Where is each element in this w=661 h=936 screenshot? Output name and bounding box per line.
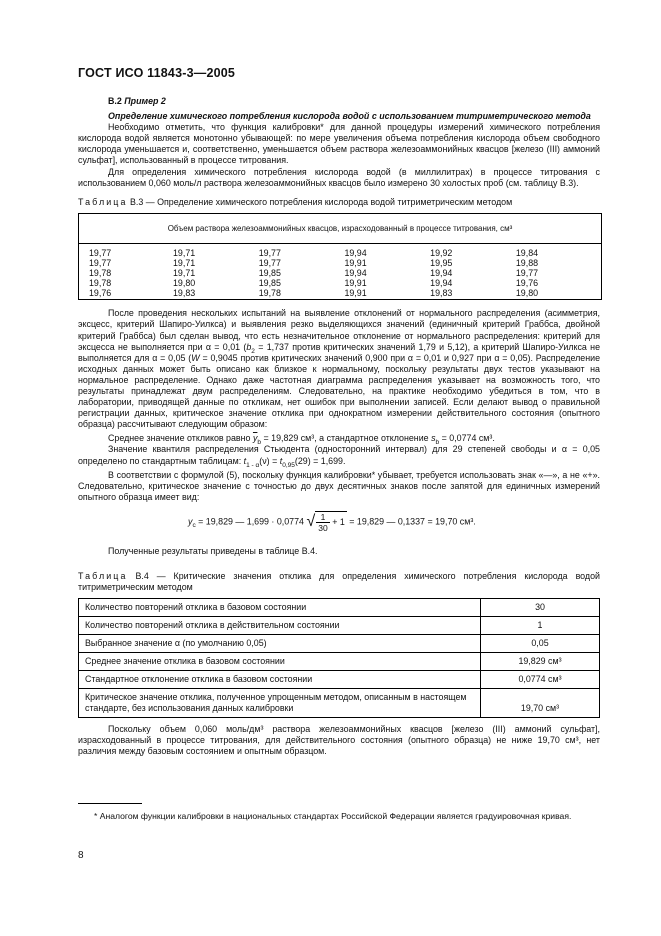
table-b3-header: Объем раствора железоаммонийных квасцов, израсходованный в процессе титрования, см³ xyxy=(79,213,602,243)
text-run: = 0,01 ( xyxy=(210,341,247,352)
table-cell: 19,71 xyxy=(173,268,196,279)
nu-symbol: (ν) = xyxy=(259,455,280,466)
page-content xyxy=(78,92,600,757)
table-b3-caption-label: Таблица xyxy=(78,196,128,207)
table-b4 xyxy=(78,598,600,718)
table-cell: 19,78 xyxy=(89,278,112,289)
table-row xyxy=(79,653,600,671)
text-run: = 0,05 ( xyxy=(157,352,192,363)
table-cell: 19,83 xyxy=(173,288,196,299)
table-cell: 19,71 xyxy=(173,247,196,258)
text-run: = 1,737 против критических значений 1,79 и 5,12), а критерий Шапиро-Уилкса не выполняется для xyxy=(78,341,601,363)
text-run: = 0,0774 см³. xyxy=(439,433,495,444)
table-cell: 19,71 xyxy=(173,257,196,268)
alpha-symbol: α xyxy=(407,352,414,363)
table-cell: 19,78 xyxy=(89,268,112,279)
table-row xyxy=(79,689,600,718)
t-subscript: 0,95 xyxy=(282,461,295,469)
table-row xyxy=(79,243,602,258)
section-title: Пример 2 xyxy=(124,96,166,106)
table-cell-value: 0,0774 см³ xyxy=(481,671,600,689)
fraction-numerator: 1 xyxy=(316,512,329,523)
table-cell: 19,77 xyxy=(515,268,539,279)
table-cell-value: 19,70 см³ xyxy=(481,689,600,718)
table-cell: 19,94 xyxy=(344,247,367,258)
table-cell-value: 0,05 xyxy=(481,635,600,653)
formula-part: + 1 xyxy=(332,516,345,527)
table-cell: 19,76 xyxy=(515,278,539,289)
table-row xyxy=(79,617,600,635)
text-run: = 19,829 см³, а стандартное отклонение xyxy=(261,433,432,444)
table-b3-caption-text: В.3 — Определение химического потребления кислорода водой титриметрическим методом xyxy=(127,196,513,207)
text-run: = 0,05 определено по стандартным таблицам: xyxy=(78,444,600,466)
text-run: = 0,01 и 0,927 при xyxy=(413,352,495,363)
text-run: = 0,9045 против критических значений 0,900 при xyxy=(199,352,408,363)
critical-value-formula xyxy=(78,509,600,539)
formula-lhs: y xyxy=(188,516,193,527)
paragraph-8: Поскольку объем 0,060 моль/дм³ раствора железоаммонийных квасцов [железо (III) аммоний сульфат], израсходованный в процессе титрования, для действительного состояния (опытного образца) не ниже 19,70 см³, нет различия между базовым состоянием и опытным образцом. xyxy=(78,724,600,757)
table-b4-caption-label: Таблица xyxy=(78,571,128,581)
table-cell-value: 30 xyxy=(481,599,600,617)
table-cell: 19,91 xyxy=(344,257,367,268)
table-row xyxy=(79,599,600,617)
page-number: 8 xyxy=(78,850,84,861)
alpha-symbol: α xyxy=(205,341,211,352)
table-cell-label: Количество повторений отклика в действительном состоянии xyxy=(79,617,481,635)
table-cell-value: 1 xyxy=(481,617,600,635)
table-cell-label: Выбранное значение α (по умолчанию 0,05) xyxy=(79,635,481,653)
table-row xyxy=(79,635,600,653)
document-header: ГОСТ ИСО 11843-3—2005 xyxy=(78,66,236,80)
table-row xyxy=(79,288,602,300)
formula-lhs-subscript: c xyxy=(192,522,196,530)
table-cell: 19,94 xyxy=(430,278,453,289)
table-cell: 19,77 xyxy=(258,247,281,258)
t-symbol: t xyxy=(243,455,247,466)
table-cell: 19,88 xyxy=(515,257,539,268)
paragraph-4 xyxy=(78,433,600,447)
table-cell: 19,77 xyxy=(258,257,281,268)
table-cell: 19,78 xyxy=(258,288,281,299)
table-cell: 19,77 xyxy=(89,247,112,258)
paragraph-1: Необходимо отметить, что функция калибровки* для данной процедуры измерений химического потребления кислорода водой является монотонно убывающей: по мере увеличения объема потребления кислорода объем свободного кислорода уменьшается и, соответственно, уменьшается объем раствора железоаммонийных квасцов [железо (III) аммоний сульфат], использованный в процессе титрования. xyxy=(78,122,600,166)
paragraph-2: Для определения химического потребления кислорода водой (в миллилитрах) в процессе титрования с использованием 0,060 моль/л раствора железоаммонийных квасцов было измерено 30 холостых проб (см. таблицу В.3). xyxy=(78,166,600,188)
formula-part: = 19,829 — 1,699 · 0,0774 xyxy=(195,516,304,527)
sqrt-symbol: √ xyxy=(306,513,316,531)
w-symbol: W xyxy=(191,352,200,363)
table-cell: 19,80 xyxy=(515,288,539,299)
section-heading xyxy=(78,96,600,107)
footnote-divider xyxy=(78,803,142,804)
table-b4-caption-text: В.4 — Критические значения отклика для определения химического потребления кислорода водой титриметрическим методом xyxy=(78,571,600,593)
alpha-symbol: α xyxy=(561,444,567,455)
text-run: Значение квантиля распределения Стьюдента (односторонний интервал) для 29 степеней свободы и xyxy=(108,444,562,455)
b2-subscript: 2 xyxy=(251,347,255,355)
table-cell: 19,94 xyxy=(344,268,367,279)
table-cell-value: 19,829 см³ xyxy=(481,653,600,671)
text-run: (29) = 1,699. xyxy=(294,455,346,466)
table-cell: 19,85 xyxy=(258,268,281,279)
table-cell-label: Стандартное отклонение отклика в базовом состоянии xyxy=(79,671,481,689)
table-row xyxy=(79,278,602,288)
sb-subscript: b xyxy=(435,439,440,447)
table-b4-caption xyxy=(78,571,600,593)
t-symbol: t xyxy=(279,455,283,466)
formula-part: = 19,829 — 0,1337 = 19,70 см³. xyxy=(346,516,476,527)
t-subscript: 1 - α xyxy=(246,461,260,469)
table-row xyxy=(79,671,600,689)
table-cell: 19,95 xyxy=(430,257,453,268)
ybar-symbol: $\overline{y}$ xyxy=(252,433,258,444)
b2-symbol: b xyxy=(246,341,252,352)
table-cell-label: Количество повторений отклика в базовом состоянии xyxy=(79,599,481,617)
alpha-symbol: α xyxy=(494,352,500,363)
text-run: Среднее значение откликов равно xyxy=(108,433,253,444)
table-cell: 19,94 xyxy=(430,268,453,279)
table-cell-label: Критическое значение отклика, полученное упрощенным методом, описанным в настоящем стандарте, без использования данных калибровки xyxy=(79,689,481,718)
table-cell: 19,91 xyxy=(344,278,367,289)
paragraph-6: В соответствии с формулой (5), поскольку функция калибровки* убывает, требуется использовать знак «—», а не «+». Следовательно, критическое значение с точностью до двух десятичных знаков после запятой для единичных измерений опытного образца имеет вид: xyxy=(78,469,600,502)
formula-body xyxy=(188,511,476,533)
table-cell: 19,76 xyxy=(89,288,112,299)
table-row xyxy=(79,258,602,268)
section-subtitle: Определение химического потребления кислорода водой с использованием титриметрического метода xyxy=(108,111,591,122)
section-number: В.2 xyxy=(108,96,122,106)
table-cell-label: Среднее значение отклика в базовом состоянии xyxy=(79,653,481,671)
text-run: После проведения нескольких испытаний на выявление отклонений от нормального распределения (асимметрия, эксцесс, критерий Шапиро-Уилкса) и выявления резко выделяющихся значений (единичный критерий Граббса, двойной критерий Граббса) был сделан вывод, что есть незначительное отклонение от нормального распределения: критерий для эксцесса не выполняется при xyxy=(78,308,600,352)
table-cell: 19,92 xyxy=(430,247,453,258)
ybar-subscript: b xyxy=(257,439,262,447)
table-b3-caption xyxy=(78,197,600,208)
alpha-symbol: α xyxy=(152,352,158,363)
fraction-denominator: 30 xyxy=(318,522,328,533)
table-cell: 19,85 xyxy=(258,278,281,289)
table-cell: 19,80 xyxy=(173,278,196,289)
table-cell: 19,77 xyxy=(89,257,112,268)
paragraph-5 xyxy=(78,444,600,469)
table-cell: 19,83 xyxy=(430,288,453,299)
table-cell: 19,84 xyxy=(515,247,539,258)
sqrt-radicand xyxy=(315,511,347,533)
table-b3 xyxy=(78,213,602,300)
footnote: * Аналогом функции калибровки в национальных стандартах Российской Федерации является градуировочная кривая. xyxy=(94,811,572,821)
sb-symbol: s xyxy=(431,433,436,444)
paragraph-3 xyxy=(78,308,600,430)
table-row xyxy=(79,268,602,278)
fraction xyxy=(316,512,329,533)
paragraph-7: Полученные результаты приведены в таблице В.4. xyxy=(108,545,318,556)
text-run: = 0,05). Распределение исходных данных может быть описано как близкое к нормальному, поскольку результаты двух тестов указывают на нормальное распределение. Однако даже частотная диаграмма распределения указывает на возможность того, что результаты принадлежат двум распределениям. Следовательно, на практике необходимо убедиться в том, что в лаборатории, приводящей данные по откликам, нет ошибок при выполнении записей. Если делают вывод о правильной регистрации данных, критическое значение отклика при однократном измерении действительного состояния (опытного образца) рассчитывают следующим образом: xyxy=(78,352,601,430)
table-cell: 19,91 xyxy=(344,288,367,299)
